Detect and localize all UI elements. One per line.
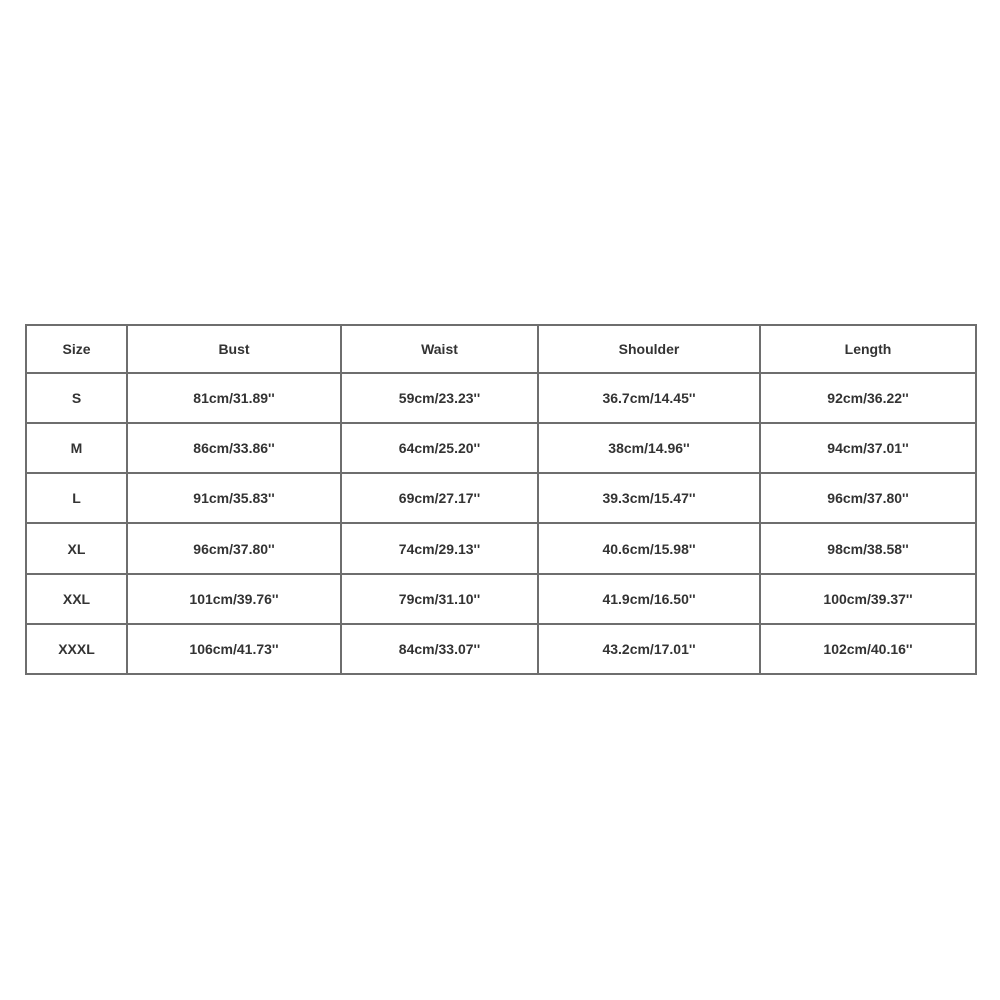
table-row [26,423,976,473]
cell-length: 92cm/36.22'' [760,373,976,423]
cell-shoulder: 40.6cm/15.98'' [538,523,760,573]
cell-bust: 81cm/31.89'' [127,373,341,423]
cell-size: XL [26,523,127,573]
cell-size: L [26,473,127,523]
cell-bust: 101cm/39.76'' [127,574,341,624]
cell-shoulder: 39.3cm/15.47'' [538,473,760,523]
table-row [26,574,976,624]
header-size: Size [26,325,127,373]
cell-size: XXL [26,574,127,624]
header-length: Length [760,325,976,373]
cell-length: 102cm/40.16'' [760,624,976,674]
cell-length: 96cm/37.80'' [760,473,976,523]
cell-bust: 86cm/33.86'' [127,423,341,473]
table-row [26,624,976,674]
header-waist: Waist [341,325,538,373]
cell-length: 94cm/37.01'' [760,423,976,473]
cell-size: M [26,423,127,473]
header-shoulder: Shoulder [538,325,760,373]
size-chart-table [25,324,977,675]
cell-length: 98cm/38.58'' [760,523,976,573]
cell-bust: 106cm/41.73'' [127,624,341,674]
cell-shoulder: 43.2cm/17.01'' [538,624,760,674]
cell-shoulder: 36.7cm/14.45'' [538,373,760,423]
cell-waist: 59cm/23.23'' [341,373,538,423]
cell-length: 100cm/39.37'' [760,574,976,624]
cell-waist: 64cm/25.20'' [341,423,538,473]
table-row [26,373,976,423]
cell-size: S [26,373,127,423]
cell-shoulder: 41.9cm/16.50'' [538,574,760,624]
table-row [26,473,976,523]
cell-waist: 69cm/27.17'' [341,473,538,523]
cell-waist: 79cm/31.10'' [341,574,538,624]
header-row [26,325,976,373]
header-bust: Bust [127,325,341,373]
cell-shoulder: 38cm/14.96'' [538,423,760,473]
cell-bust: 96cm/37.80'' [127,523,341,573]
cell-waist: 84cm/33.07'' [341,624,538,674]
cell-size: XXXL [26,624,127,674]
table-row [26,523,976,573]
cell-bust: 91cm/35.83'' [127,473,341,523]
cell-waist: 74cm/29.13'' [341,523,538,573]
